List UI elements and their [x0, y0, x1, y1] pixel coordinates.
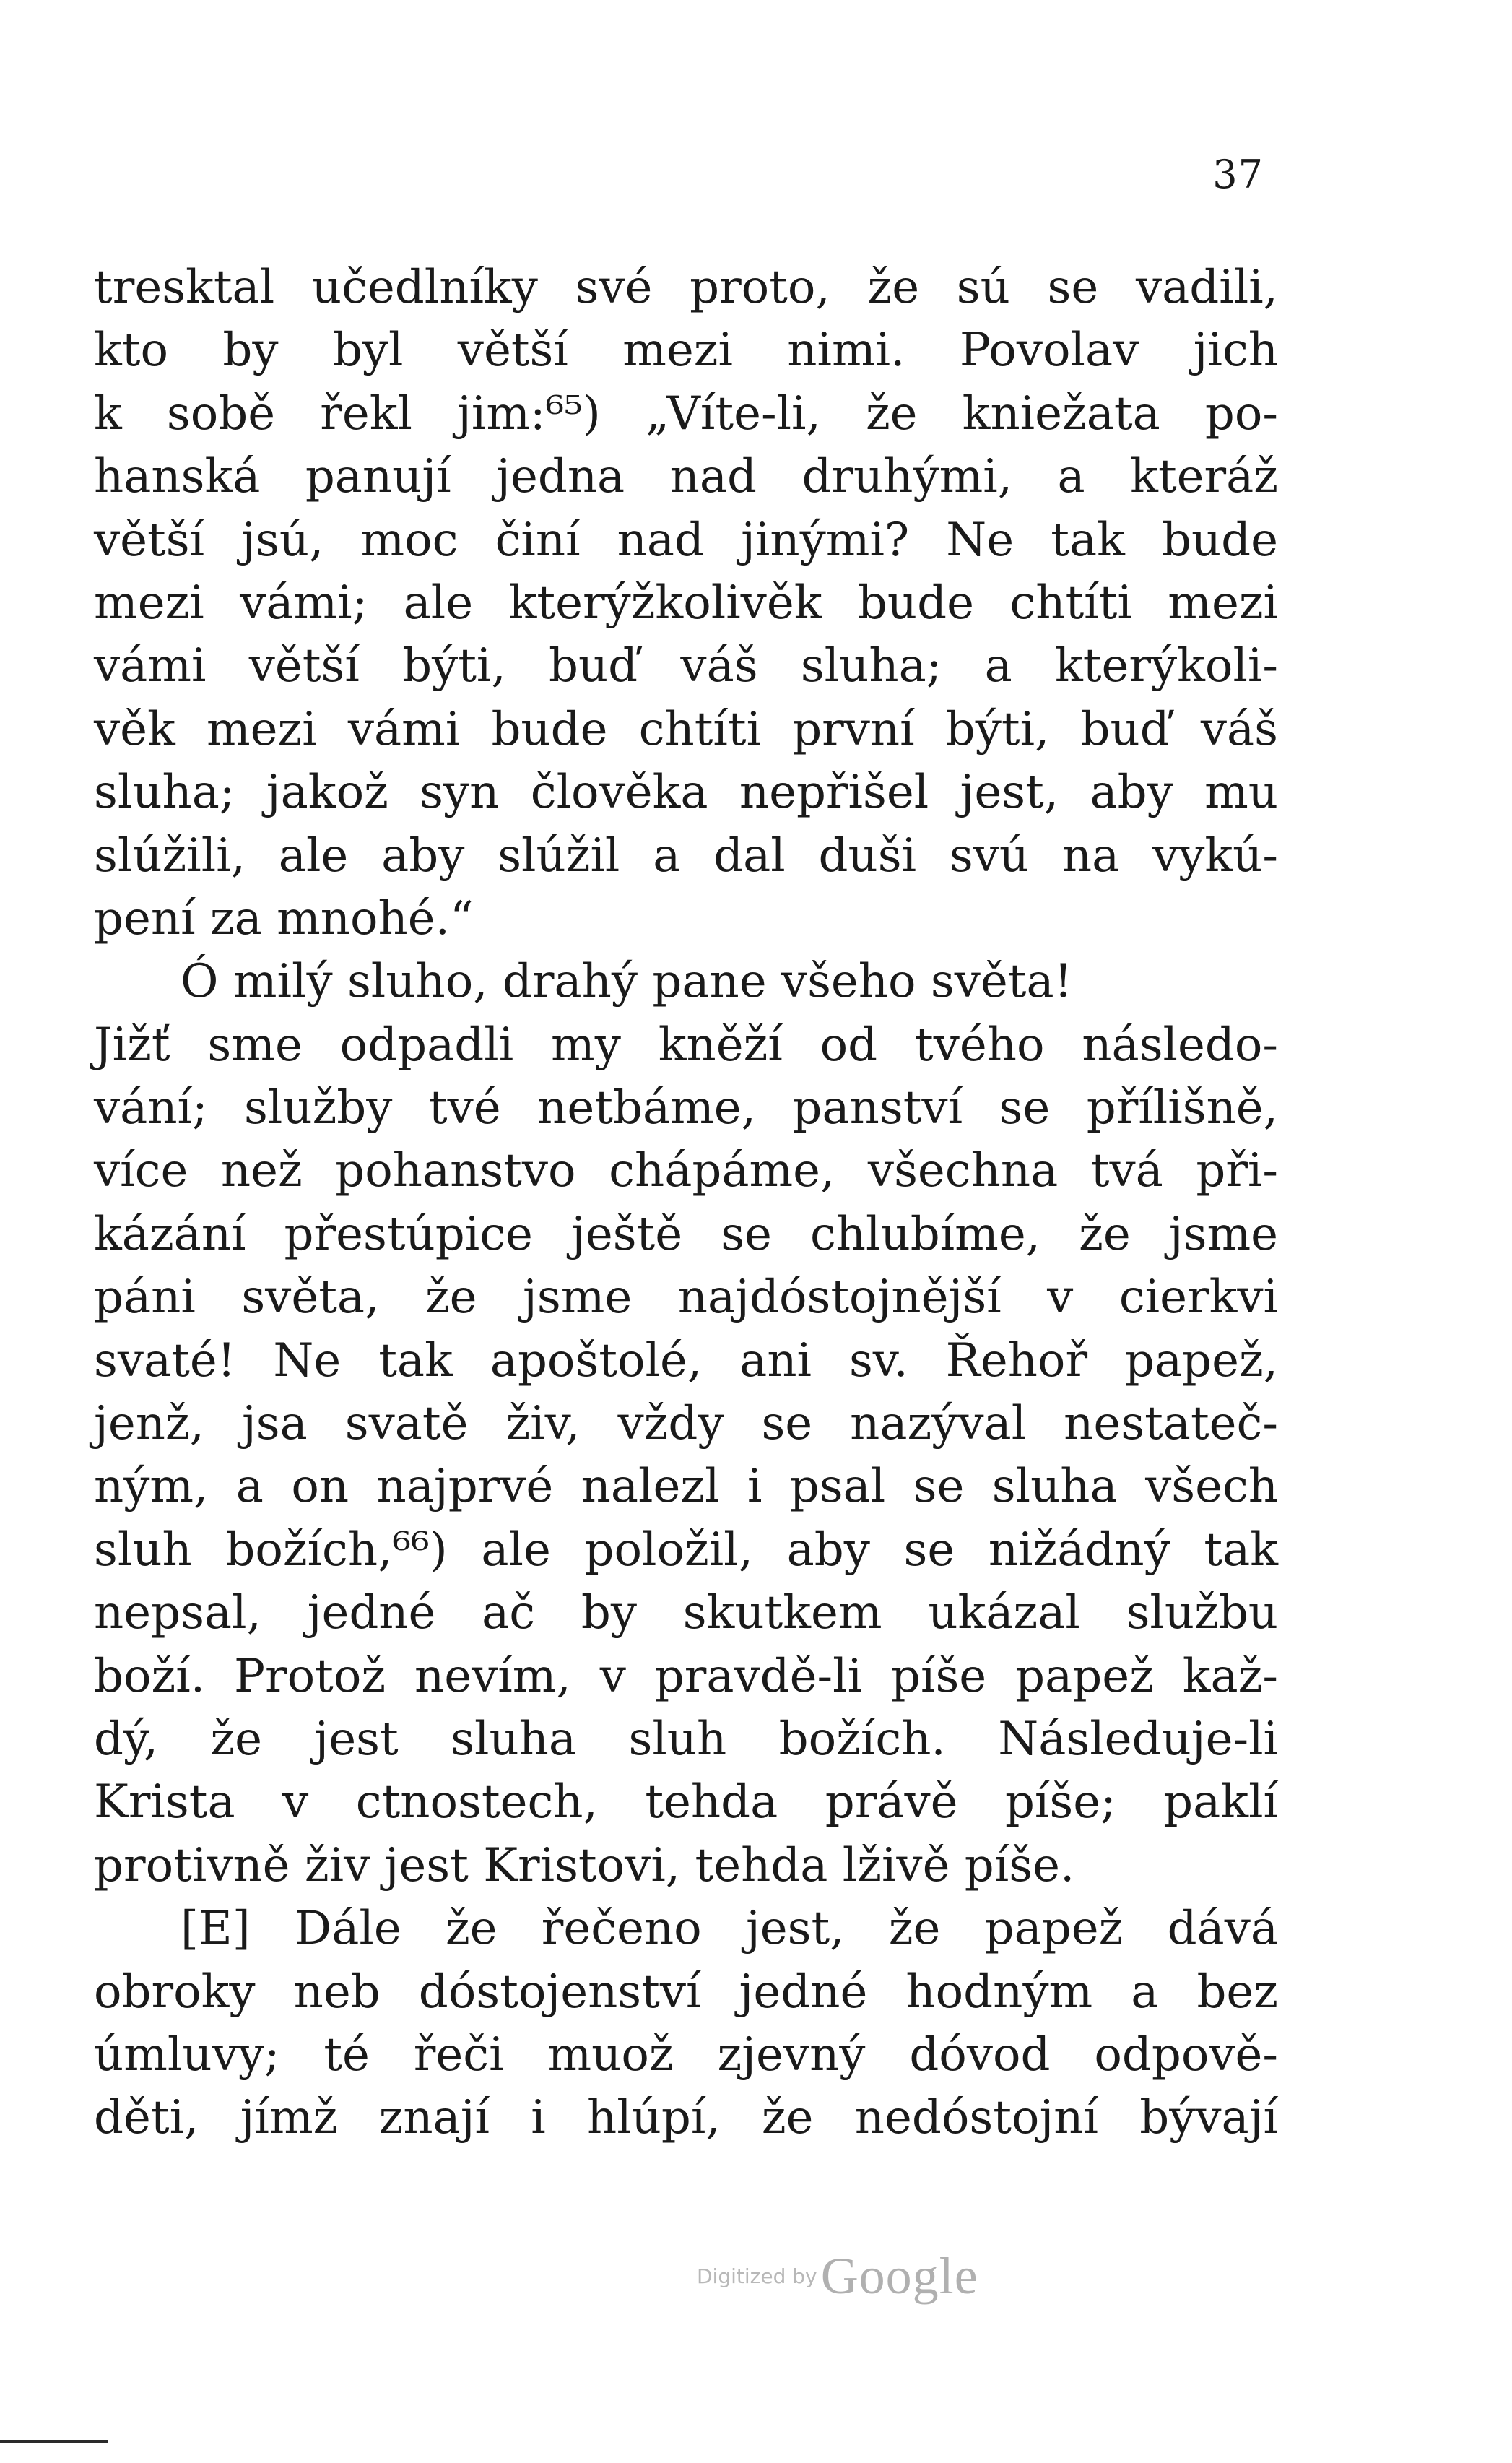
- text-line: věk mezi vámi bude chtíti první býti, buď váš: [94, 702, 1278, 756]
- text-line: kázání přestúpice ještě se chlubíme, že jsme: [94, 1207, 1278, 1261]
- text-line: ným, a on najprvé nalezl i psal se sluha všech: [94, 1460, 1278, 1514]
- text-line: více než pohanstvo chápáme, všechna tvá při-: [94, 1144, 1278, 1198]
- text-line: jenž, jsa svatě živ, vždy se nazýval nestateč-: [94, 1397, 1278, 1451]
- text-line: Krista v ctnostech, tehda právě píše; paklí: [94, 1775, 1278, 1830]
- google-logo: Google: [820, 2247, 978, 2305]
- text-line: úmluvy; té řeči muož zjevný dóvod odpově-: [94, 2027, 1278, 2082]
- text-line: vámi větší býti, buď váš sluha; a kterýkoli-: [94, 639, 1278, 693]
- text-line: [E] Dále že řečeno jest, že papež dává: [181, 1902, 1278, 1956]
- text-line: obroky neb dóstojenství jedné hodným a bez: [94, 1965, 1278, 2019]
- text-line: Jižť sme odpadli my kněží od tvého následo-: [94, 1018, 1278, 1072]
- text-line: tresktal učedlníky své proto, že sú se vadili,: [94, 261, 1278, 314]
- text-line: sluh božích,⁶⁶) ale položil, aby se nižádný tak: [94, 1523, 1278, 1577]
- text-line: k sobě řekl jim:⁶⁵) „Víte-li, že kniežata po-: [94, 386, 1278, 441]
- text-line: nepsal, jedné ač by skutkem ukázal službu: [94, 1586, 1278, 1640]
- page-number: 37: [1212, 152, 1264, 197]
- text-line: dý, že jest sluha sluh božích. Následuje-li: [94, 1712, 1278, 1766]
- text-line: hanská panují jedna nad druhými, a kteráž: [94, 450, 1278, 504]
- text-line: slúžili, ale aby slúžil a dal duši svú na vykú-: [94, 828, 1278, 883]
- text-line: protivně živ jest Kristovi, tehda lživě píše.: [94, 1838, 1075, 1892]
- page-edge-mark: [0, 2440, 108, 2443]
- digitized-watermark: [697, 2246, 1022, 2311]
- text-line: kto by byl větší mezi nimi. Povolav jich: [94, 324, 1278, 378]
- text-line: děti, jímž znají i hlúpí, že nedóstojní bývají: [94, 2091, 1278, 2145]
- text-line: Ó milý sluho, drahý pane všeho světa!: [181, 955, 1073, 1009]
- text-line: boží. Protož nevím, v pravdě-li píše papež kaž-: [94, 1649, 1278, 1703]
- text-line: svaté! Ne tak apoštolé, ani sv. Řehoř papež,: [94, 1333, 1278, 1388]
- body-text: [94, 256, 1278, 2150]
- digitized-by-text: Digitized by: [697, 2264, 817, 2288]
- text-line: vání; služby tvé netbáme, panství se přílišně,: [94, 1081, 1278, 1135]
- text-line: větší jsú, moc činí nad jinými? Ne tak bude: [94, 513, 1278, 567]
- text-line: mezi vámi; ale kterýžkolivěk bude chtíti mezi: [94, 576, 1278, 630]
- text-line: páni světa, že jsme najdóstojnější v cierkvi: [94, 1271, 1278, 1325]
- text-line: pení za mnohé.“: [94, 891, 474, 945]
- text-line: sluha; jakož syn člověka nepřišel jest, aby mu: [94, 766, 1278, 820]
